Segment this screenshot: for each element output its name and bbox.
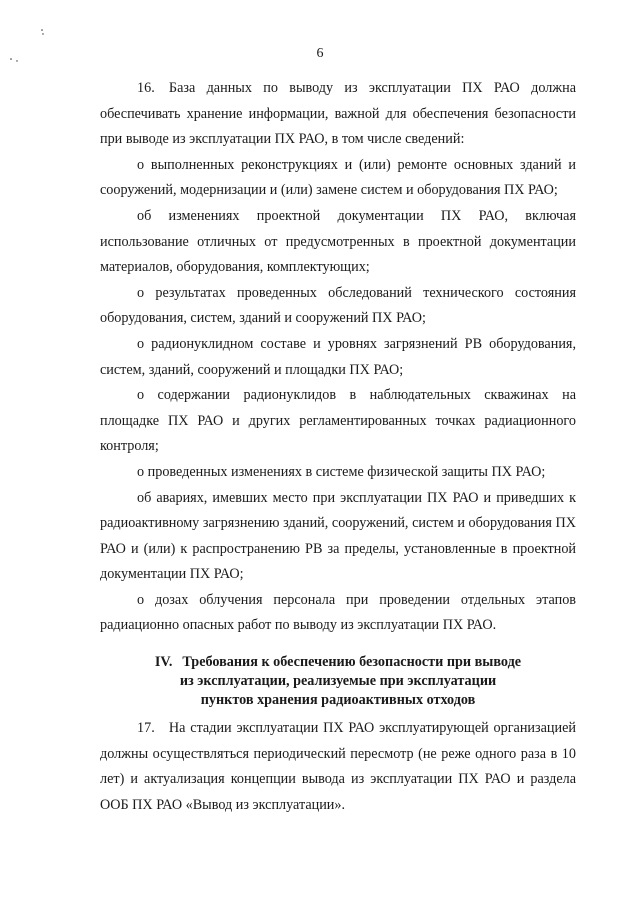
paragraph: о дозах облучения персонала при проведении отдельных этапов радиационно опасных работ по выводу из эксплуатации ПХ РАО. (100, 591, 576, 634)
section-heading-text-1: Требования к обеспечению безопасности при выводе (182, 654, 522, 671)
paragraph: о содержании радионуклидов в наблюдательных скважинах на площадке ПХ РАО и других регламентированных точках радиационного контроля; (100, 387, 576, 455)
paragraph: об авариях, имевших место при эксплуатации ПХ РАО и приведших к радиоактивному загрязнению зданий, сооружений, систем и оборудования ПХ РАО и (или) к распространению РВ за пределы, установленные в проектной документации ПХ РАО; (100, 489, 576, 583)
section-number: IV. (154, 654, 173, 671)
document-body (100, 76, 576, 818)
section-heading-line-1 (100, 653, 576, 672)
paragraph: об изменениях проектной документации ПХ РАО, включая использование отличных от предусмотренных в проектной документации материалов, оборудования, комплектующих; (100, 207, 576, 276)
paragraph: о выполненных реконструкциях и (или) ремонте основных зданий и сооружений, модернизации и (или) замене систем и оборудования ПХ РАО; (100, 156, 576, 199)
paragraph: 17. На стадии эксплуатации ПХ РАО эксплуатирующей организацией должны осуществляться периодический пересмотр (не реже одного раза в 10 лет) и актуализация концепции вывода из эксплуатации ПХ РАО и раздела ООБ ПХ РАО «Вывод из эксплуатации». (100, 720, 576, 813)
page-number: 6 (316, 46, 324, 61)
paragraph: о радионуклидном составе и уровнях загрязнений РВ оборудования, систем, зданий, сооружений и площадки ПХ РАО; (100, 335, 576, 378)
paragraph: 16. База данных по выводу из эксплуатации ПХ РАО должна обеспечивать хранение информации, важной для обеспечения безопасности при выводе из эксплуатации ПХ РАО, в том числе сведений: (100, 80, 576, 148)
section-heading-line-3: пунктов хранения радиоактивных отходов (200, 692, 476, 709)
paragraph: о результатах проведенных обследований технического состояния оборудования, систем, зданий и сооружений ПХ РАО; (100, 284, 576, 327)
section-heading-line-2: из эксплуатации, реализуемые при эксплуатации (179, 673, 497, 690)
section-heading (100, 653, 576, 710)
paragraph: о проведенных изменениях в системе физической защиты ПХ РАО; (137, 463, 546, 480)
